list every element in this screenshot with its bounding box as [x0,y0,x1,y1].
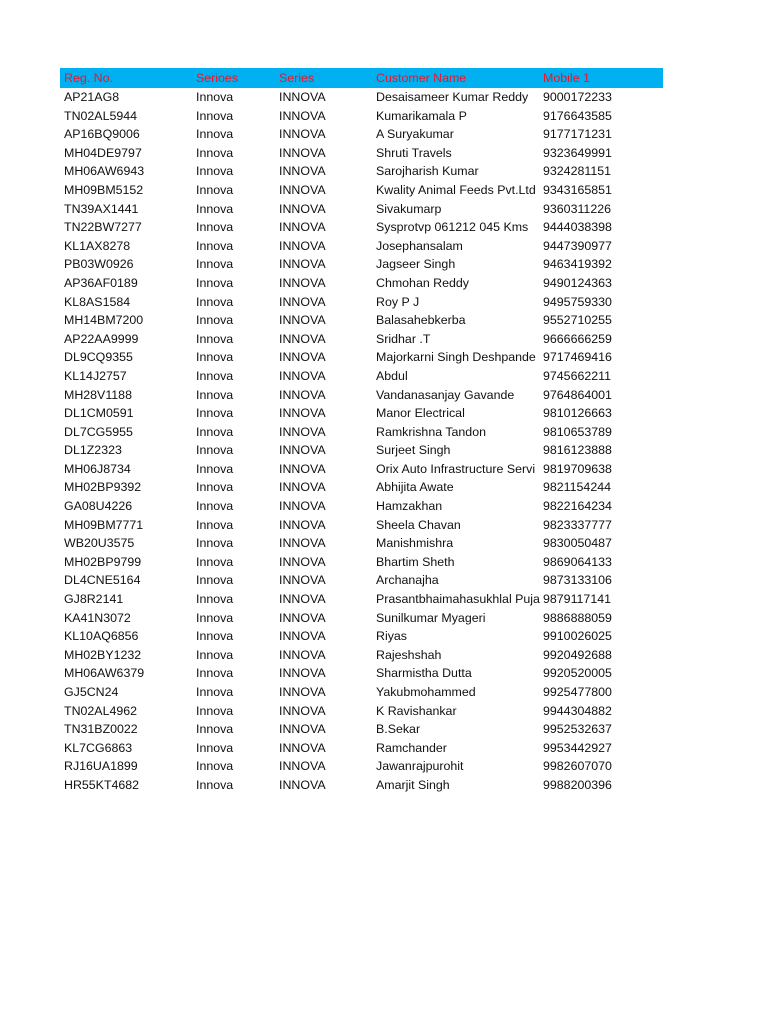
series-cell[interactable]: INNOVA [279,294,326,309]
series-cell[interactable]: INNOVA [279,517,326,532]
reg-no-cell[interactable]: AP16BQ9006 [64,127,140,142]
reg-no-cell[interactable]: GJ5CN24 [64,685,119,699]
series-cell[interactable]: INNOVA [279,257,326,272]
reg-no-cell[interactable]: RJ16UA1899 [64,759,138,774]
reg-no-cell[interactable]: MH04DE9797 [64,145,142,160]
table-row [60,497,663,516]
customer-name-cell[interactable]: Sivakumarp [376,201,442,216]
customer-name-cell[interactable]: B.Sekar [376,722,421,737]
mobile-cell[interactable]: 9869064133 [543,554,612,569]
customer-name-cell[interactable]: Sarojharish Kumar [376,164,479,179]
reg-no-cell[interactable]: MH02BY1232 [64,647,142,662]
customer-name-cell[interactable]: Roy P J [376,294,420,309]
reg-no-cell[interactable]: AP36AF0189 [64,275,138,290]
reg-no-cell[interactable]: MH14BM7200 [64,313,144,328]
mobile-cell[interactable]: 9953442927 [543,740,612,755]
customer-name-cell[interactable]: K Ravishankar [376,703,457,718]
customer-name-cell[interactable]: Balasahebkerba [376,313,466,328]
mobile-cell[interactable]: 9764864001 [543,387,612,402]
reg-no-cell[interactable]: KA41N3072 [64,610,131,625]
reg-no-cell[interactable]: MH06AW6943 [64,164,145,179]
mobile-cell[interactable]: 9323649991 [543,145,612,160]
customer-name-cell[interactable]: Surjeet Singh [376,443,451,458]
mobile-cell[interactable]: 9823337777 [543,517,612,532]
mobile-cell[interactable]: 9447390977 [543,238,612,253]
serioes-cell[interactable]: Innova [196,759,234,774]
mobile-cell[interactable]: 9821154244 [543,480,611,495]
reg-no-cell[interactable]: AP22AA9999 [64,331,139,346]
mobile-cell[interactable]: 9816123888 [543,443,612,458]
header-series[interactable]: Series [279,71,315,85]
series-cell[interactable]: INNOVA [279,461,326,476]
mobile-cell[interactable]: 9830050487 [543,536,612,551]
serioes-cell[interactable]: Innova [196,554,234,569]
reg-no-cell[interactable]: AP21AG8 [64,90,120,104]
table-row [60,683,663,702]
reg-no-cell[interactable]: TN39AX1441 [64,201,139,216]
reg-no-cell[interactable]: KL14J2757 [64,368,127,383]
table-row [60,478,663,497]
reg-no-cell[interactable]: DL1Z2323 [64,443,122,458]
header-reg-no[interactable]: Reg. No. [64,71,113,85]
mobile-cell[interactable]: 9745662211 [543,368,611,383]
reg-no-cell[interactable]: TN02AL4962 [64,703,138,718]
series-cell[interactable]: INNOVA [279,424,326,439]
table-row [60,107,663,126]
mobile-cell[interactable]: 9988200396 [543,777,612,792]
serioes-cell[interactable]: Innova [196,722,234,737]
series-cell[interactable]: INNOVA [279,145,326,160]
table-row [60,274,663,293]
serioes-cell[interactable]: Innova [196,257,234,272]
reg-no-cell[interactable]: MH09BM7771 [64,517,144,532]
serioes-cell[interactable]: Innova [196,461,234,476]
table-row [60,218,663,237]
customer-name-cell[interactable]: Sridhar .T [376,331,431,346]
table-row [60,181,663,200]
table-row [60,460,663,479]
header-mobile[interactable]: Mobile 1 [543,71,590,85]
mobile-cell[interactable]: 9343165851 [543,182,612,197]
table-row [60,311,663,330]
table-row [60,720,663,739]
mobile-cell[interactable]: 9666666259 [543,331,612,346]
table-row [60,571,663,590]
series-cell[interactable]: INNOVA [279,480,326,495]
series-cell[interactable]: INNOVA [279,592,326,607]
series-cell[interactable]: INNOVA [279,443,326,458]
table-row [60,553,663,572]
table-row [60,330,663,349]
reg-no-cell[interactable]: DL4CNE5164 [64,573,141,588]
mobile-cell[interactable]: 9810126663 [543,406,612,421]
serioes-cell[interactable]: Innova [196,127,234,142]
series-cell[interactable]: INNOVA [279,685,326,699]
spreadsheet [60,68,663,795]
series-cell[interactable]: INNOVA [279,108,326,123]
customer-name-cell[interactable]: Hamzakhan [376,499,443,514]
reg-no-cell[interactable]: KL8AS1584 [64,294,131,309]
serioes-cell[interactable]: Innova [196,499,234,514]
mobile-cell[interactable]: 9920492688 [543,647,612,662]
reg-no-cell[interactable]: MH02BP9392 [64,480,142,495]
serioes-cell[interactable]: Innova [196,406,234,421]
customer-name-cell[interactable]: Sharmistha Dutta [376,666,472,681]
mobile-cell[interactable]: 9925477800 [543,685,612,699]
table-row [60,590,663,609]
mobile-cell[interactable]: 9819709638 [543,461,612,476]
serioes-cell[interactable]: Innova [196,201,234,216]
reg-no-cell[interactable]: GJ8R2141 [64,592,124,607]
customer-name-cell[interactable]: Rajeshshah [376,647,442,662]
serioes-cell[interactable]: Innova [196,220,234,235]
table-body [60,88,663,795]
series-cell[interactable]: INNOVA [279,368,326,383]
customer-name-cell[interactable]: Manishmishra [376,536,454,551]
table-row [60,200,663,219]
mobile-cell[interactable]: 9495759330 [543,294,612,309]
reg-no-cell[interactable]: WB20U3575 [64,536,135,551]
table-row [60,255,663,274]
series-cell[interactable]: INNOVA [279,647,326,662]
serioes-cell[interactable]: Innova [196,610,234,625]
series-cell[interactable]: INNOVA [279,387,326,402]
serioes-cell[interactable]: Innova [196,703,234,718]
mobile-cell[interactable]: 9717469416 [543,350,612,365]
series-cell[interactable]: INNOVA [279,201,326,216]
reg-no-cell[interactable]: MH28V1188 [64,387,132,402]
serioes-cell[interactable]: Innova [196,443,234,458]
customer-name-cell[interactable]: A Suryakumar [376,127,454,142]
customer-name-cell[interactable]: Sheela Chavan [376,517,461,532]
mobile-cell[interactable]: 9886888059 [543,610,612,625]
mobile-cell[interactable]: 9810653789 [543,424,612,439]
reg-no-cell[interactable]: HR55KT4682 [64,777,140,792]
serioes-cell[interactable]: Innova [196,387,234,402]
customer-name-cell[interactable]: Desaisameer Kumar Reddy [376,90,529,104]
reg-no-cell[interactable]: TN31BZ0022 [64,722,138,737]
mobile-cell[interactable]: 9324281151 [543,164,611,179]
mobile-cell[interactable]: 9000172233 [543,90,612,104]
serioes-cell[interactable]: Innova [196,331,234,346]
serioes-cell[interactable]: Innova [196,424,234,439]
table-row [60,646,663,665]
reg-no-cell[interactable]: KL10AQ6856 [64,629,139,644]
table-row [60,293,663,312]
customer-name-cell[interactable]: Majorkarni Singh Deshpande [376,350,536,365]
mobile-cell[interactable]: 9952532637 [543,722,612,737]
serioes-cell[interactable]: Innova [196,592,234,607]
series-cell[interactable]: INNOVA [279,536,326,551]
mobile-cell[interactable]: 9944304882 [543,703,612,718]
mobile-cell[interactable]: 9982607070 [543,759,612,774]
header-customer-name[interactable]: Customer Name [376,71,467,85]
mobile-cell[interactable]: 9552710255 [543,313,612,328]
table-row [60,404,663,423]
series-cell[interactable]: INNOVA [279,182,326,197]
series-cell[interactable]: INNOVA [279,554,326,569]
table-row [60,664,663,683]
customer-name-cell[interactable]: Archanajha [376,573,439,588]
mobile-cell[interactable]: 9920520005 [543,666,612,681]
table-row [60,88,663,107]
mobile-cell[interactable]: 9177171231 [543,127,612,142]
customer-name-cell[interactable]: Shruti Travels [376,145,452,160]
table-row [60,534,663,553]
reg-no-cell[interactable]: MH02BP9799 [64,554,142,569]
table-row [60,516,663,535]
reg-no-cell[interactable]: TN02AL5944 [64,108,138,123]
customer-name-cell[interactable]: Ramchander [376,740,447,755]
mobile-cell[interactable]: 9873133106 [543,573,612,588]
customer-name-cell[interactable]: Orix Auto Infrastructure Servi [376,461,536,476]
customer-name-cell[interactable]: Kwality Animal Feeds Pvt.Ltd [376,182,536,197]
serioes-cell[interactable]: Innova [196,647,234,662]
series-cell[interactable]: INNOVA [279,350,326,365]
series-cell[interactable]: INNOVA [279,722,326,737]
serioes-cell[interactable]: Innova [196,182,234,197]
customer-name-cell[interactable]: Abhijita Awate [376,480,454,495]
reg-no-cell[interactable]: DL9CQ9355 [64,350,133,365]
reg-no-cell[interactable]: DL1CM0591 [64,406,134,421]
series-cell[interactable]: INNOVA [279,275,326,290]
serioes-cell[interactable]: Innova [196,536,234,551]
customer-name-cell[interactable]: Riyas [376,629,407,644]
mobile-cell[interactable]: 9176643585 [543,108,612,123]
series-cell[interactable]: INNOVA [279,331,326,346]
customer-name-cell[interactable]: Sysprotvp 061212 045 Kms [376,220,529,235]
series-cell[interactable]: INNOVA [279,666,326,681]
reg-no-cell[interactable]: MH06J8734 [64,461,131,476]
customer-name-cell[interactable]: Jawanrajpurohit [376,759,464,774]
customer-name-cell[interactable]: Ramkrishna Tandon [376,424,486,439]
table-row [60,125,663,144]
serioes-cell[interactable]: Innova [196,313,234,328]
table-row [60,702,663,721]
table-row [60,423,663,442]
mobile-cell[interactable]: 9490124363 [543,275,612,290]
table-row [60,627,663,646]
series-cell[interactable]: INNOVA [279,406,326,421]
serioes-cell[interactable]: Innova [196,368,234,383]
table-row [60,739,663,758]
series-cell[interactable]: INNOVA [279,610,326,625]
table-row [60,144,663,163]
mobile-cell[interactable]: 9910026025 [543,629,612,644]
serioes-cell[interactable]: Innova [196,108,234,123]
series-cell[interactable]: INNOVA [279,164,326,179]
serioes-cell[interactable]: Innova [196,517,234,532]
customer-name-cell[interactable]: Abdul [376,368,408,383]
series-cell[interactable]: INNOVA [279,313,326,328]
serioes-cell[interactable]: Innova [196,350,234,365]
customer-name-cell[interactable]: Amarjit Singh [376,777,450,792]
table-row [60,237,663,256]
mobile-cell[interactable]: 9879117141 [543,592,611,607]
customer-name-cell[interactable]: Prasantbhaimahasukhlal Puja [376,592,540,607]
serioes-cell[interactable]: Innova [196,666,234,681]
serioes-cell[interactable]: Innova [196,238,234,253]
customer-name-cell[interactable]: Sunilkumar Myageri [376,610,486,625]
series-cell[interactable]: INNOVA [279,499,326,514]
customer-name-cell[interactable]: Yakubmohammed [376,685,476,699]
serioes-cell[interactable]: Innova [196,685,234,699]
serioes-cell[interactable]: Innova [196,90,234,104]
series-cell[interactable]: INNOVA [279,703,326,718]
mobile-cell[interactable]: 9360311226 [543,201,611,216]
series-cell[interactable]: INNOVA [279,777,326,792]
series-cell[interactable]: INNOVA [279,238,326,253]
customer-name-cell[interactable]: Bhartim Sheth [376,554,455,569]
mobile-cell[interactable]: 9822164234 [543,499,612,514]
serioes-cell[interactable]: Innova [196,480,234,495]
reg-no-cell[interactable]: DL7CG5955 [64,424,133,439]
header-row [60,68,663,88]
table-row [60,367,663,386]
header-serioes[interactable]: Serioes [196,71,239,85]
series-cell[interactable]: INNOVA [279,90,326,104]
reg-no-cell[interactable]: KL7CG6863 [64,740,133,755]
table-row [60,609,663,628]
table-row [60,348,663,367]
mobile-cell[interactable]: 9463419392 [543,257,612,272]
table-row [60,386,663,405]
series-cell[interactable]: INNOVA [279,629,326,644]
serioes-cell[interactable]: Innova [196,777,234,792]
serioes-cell[interactable]: Innova [196,164,234,179]
table-row [60,776,663,795]
reg-no-cell[interactable]: GA08U4226 [64,499,133,514]
reg-no-cell[interactable]: KL1AX8278 [64,238,131,253]
series-cell[interactable]: INNOVA [279,740,326,755]
customer-name-cell[interactable]: Chmohan Reddy [376,275,469,290]
customer-name-cell[interactable]: Manor Electrical [376,406,465,421]
series-cell[interactable]: INNOVA [279,127,326,142]
serioes-cell[interactable]: Innova [196,145,234,160]
serioes-cell[interactable]: Innova [196,629,234,644]
reg-no-cell[interactable]: MH06AW6379 [64,666,145,681]
series-cell[interactable]: INNOVA [279,220,326,235]
customer-name-cell[interactable]: Kumarikamala P [376,108,467,123]
series-cell[interactable]: INNOVA [279,573,326,588]
customer-name-cell[interactable]: Jagseer Singh [376,257,456,272]
reg-no-cell[interactable]: PB03W0926 [64,257,134,272]
serioes-cell[interactable]: Innova [196,294,234,309]
table-row [60,162,663,181]
customer-name-cell[interactable]: Josephansalam [376,238,463,253]
series-cell[interactable]: INNOVA [279,759,326,774]
mobile-cell[interactable]: 9444038398 [543,220,612,235]
serioes-cell[interactable]: Innova [196,740,234,755]
reg-no-cell[interactable]: MH09BM5152 [64,182,144,197]
table-row [60,757,663,776]
customer-name-cell[interactable]: Vandanasanjay Gavande [376,387,515,402]
table-row [60,441,663,460]
serioes-cell[interactable]: Innova [196,573,234,588]
serioes-cell[interactable]: Innova [196,275,234,290]
reg-no-cell[interactable]: TN22BW7277 [64,220,142,235]
